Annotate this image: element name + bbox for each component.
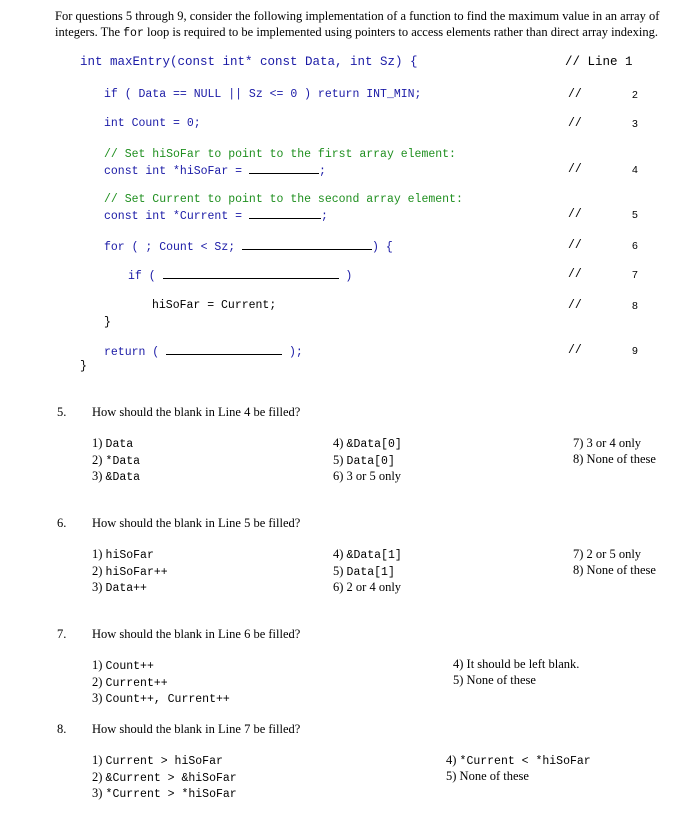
- code-line-9-end: );: [289, 346, 303, 359]
- line-number-9: 9: [632, 345, 638, 357]
- line-5-blank: [249, 208, 321, 219]
- answer-option: 4) *Current < *hiSoFar: [446, 753, 591, 768]
- code-line-3: int Count = 0;: [104, 117, 201, 130]
- answer-option: 3) *Current > *hiSoFar: [92, 786, 237, 801]
- line-2-comment: //: [568, 88, 582, 101]
- line-4-blank: [249, 163, 319, 174]
- intro-text-part1: For questions 5 through 9, consider the following implementation of a function to find the maximum value in an array of integers. The: [55, 9, 660, 39]
- code-line-7-text: if (: [128, 270, 156, 283]
- question-text: How should the blank in Line 7 be filled?: [92, 722, 301, 736]
- answer-option: 5) None of these: [446, 769, 529, 783]
- line-number-7: 7: [632, 269, 638, 281]
- answer-option: 8) None of these: [573, 563, 656, 577]
- line-9-blank: [166, 344, 282, 355]
- line-9-comment: //: [568, 344, 582, 357]
- question-number: 8.: [57, 722, 67, 736]
- answer-option: 7) 2 or 5 only: [573, 547, 642, 561]
- answer-option: 3) &Data: [92, 469, 141, 484]
- loop-close-brace: }: [104, 316, 111, 329]
- line-6-comment: //: [568, 239, 582, 252]
- line-4-comment: //: [568, 163, 582, 176]
- function-signature: int maxEntry(const int* const Data, int Sz) {: [80, 55, 418, 69]
- question-text: How should the blank in Line 5 be filled?: [92, 516, 301, 530]
- line-4-semicolon: ;: [318, 165, 326, 178]
- line-number-5: 5: [632, 209, 638, 221]
- intro-paragraph: [55, 8, 689, 42]
- answer-option: 1) Current > hiSoFar: [92, 753, 223, 768]
- code-comment-5: // Set Current to point to the second array element:: [104, 193, 463, 206]
- answer-option: 5) None of these: [453, 673, 536, 687]
- answer-option: 2) Current++: [92, 675, 168, 690]
- intro-for-keyword: for: [123, 27, 144, 40]
- line-number-4: 4: [632, 164, 638, 176]
- code-line-6-text: for ( ; Count < Sz;: [104, 241, 243, 254]
- line-1-label: // Line 1: [565, 55, 633, 69]
- code-line-7-end: ): [345, 270, 353, 283]
- code-line-7: [128, 268, 352, 283]
- answer-option: 6) 3 or 5 only: [333, 469, 402, 483]
- answer-option: 1) hiSoFar: [92, 547, 154, 562]
- line-8-comment: //: [568, 299, 582, 312]
- code-line-6: [104, 239, 393, 254]
- line-3-comment: //: [568, 117, 582, 130]
- code-line-4-text: const int *hiSoFar =: [104, 165, 249, 178]
- code-line-5-text: const int *Current =: [104, 210, 249, 223]
- answer-option: 5) Data[0]: [333, 453, 395, 468]
- question-number: 5.: [57, 405, 67, 419]
- code-line-4: [104, 163, 326, 178]
- line-number-3: 3: [632, 118, 638, 130]
- line-number-8: 8: [632, 300, 638, 312]
- question-number: 7.: [57, 627, 67, 641]
- code-line-2: if ( Data == NULL || Sz <= 0 ) return INT_MIN;: [104, 88, 422, 101]
- answer-option: 6) 2 or 4 only: [333, 580, 402, 594]
- code-comment-4: // Set hiSoFar to point to the first array element:: [104, 148, 456, 161]
- code-line-8: hiSoFar = Current;: [152, 299, 277, 312]
- answer-option: 5) Data[1]: [333, 564, 395, 579]
- answer-option: 7) 3 or 4 only: [573, 436, 642, 450]
- answer-option: 2) hiSoFar++: [92, 564, 168, 579]
- answer-option: 4) &Data[1]: [333, 547, 402, 562]
- answer-option: 4) It should be left blank.: [453, 657, 580, 671]
- answer-option: 2) &Current > &hiSoFar: [92, 770, 237, 785]
- line-number-2: 2: [632, 89, 638, 101]
- code-line-9: [104, 344, 303, 359]
- line-7-blank: [163, 268, 339, 279]
- code-line-6-end: ) {: [372, 241, 393, 254]
- line-7-comment: //: [568, 268, 582, 281]
- code-line-9-text: return (: [104, 346, 160, 359]
- intro-text-part2: loop is required to be implemented using pointers to access elements rather than direct array indexing.: [143, 25, 658, 39]
- answer-option: 1) Count++: [92, 658, 154, 673]
- function-close-brace: }: [80, 360, 87, 373]
- answer-option: 8) None of these: [573, 452, 656, 466]
- line-6-blank: [242, 239, 372, 250]
- line-5-semicolon: ;: [320, 210, 328, 223]
- answer-option: 3) Data++: [92, 580, 147, 595]
- question-text: How should the blank in Line 6 be filled?: [92, 627, 301, 641]
- question-text: How should the blank in Line 4 be filled?: [92, 405, 301, 419]
- question-number: 6.: [57, 516, 67, 530]
- code-line-5: [104, 208, 328, 223]
- answer-option: 2) *Data: [92, 453, 141, 468]
- answer-option: 3) Count++, Current++: [92, 691, 230, 706]
- answer-option: 4) &Data[0]: [333, 436, 402, 451]
- line-5-comment: //: [568, 208, 582, 221]
- line-number-6: 6: [632, 240, 638, 252]
- answer-option: 1) Data: [92, 436, 134, 451]
